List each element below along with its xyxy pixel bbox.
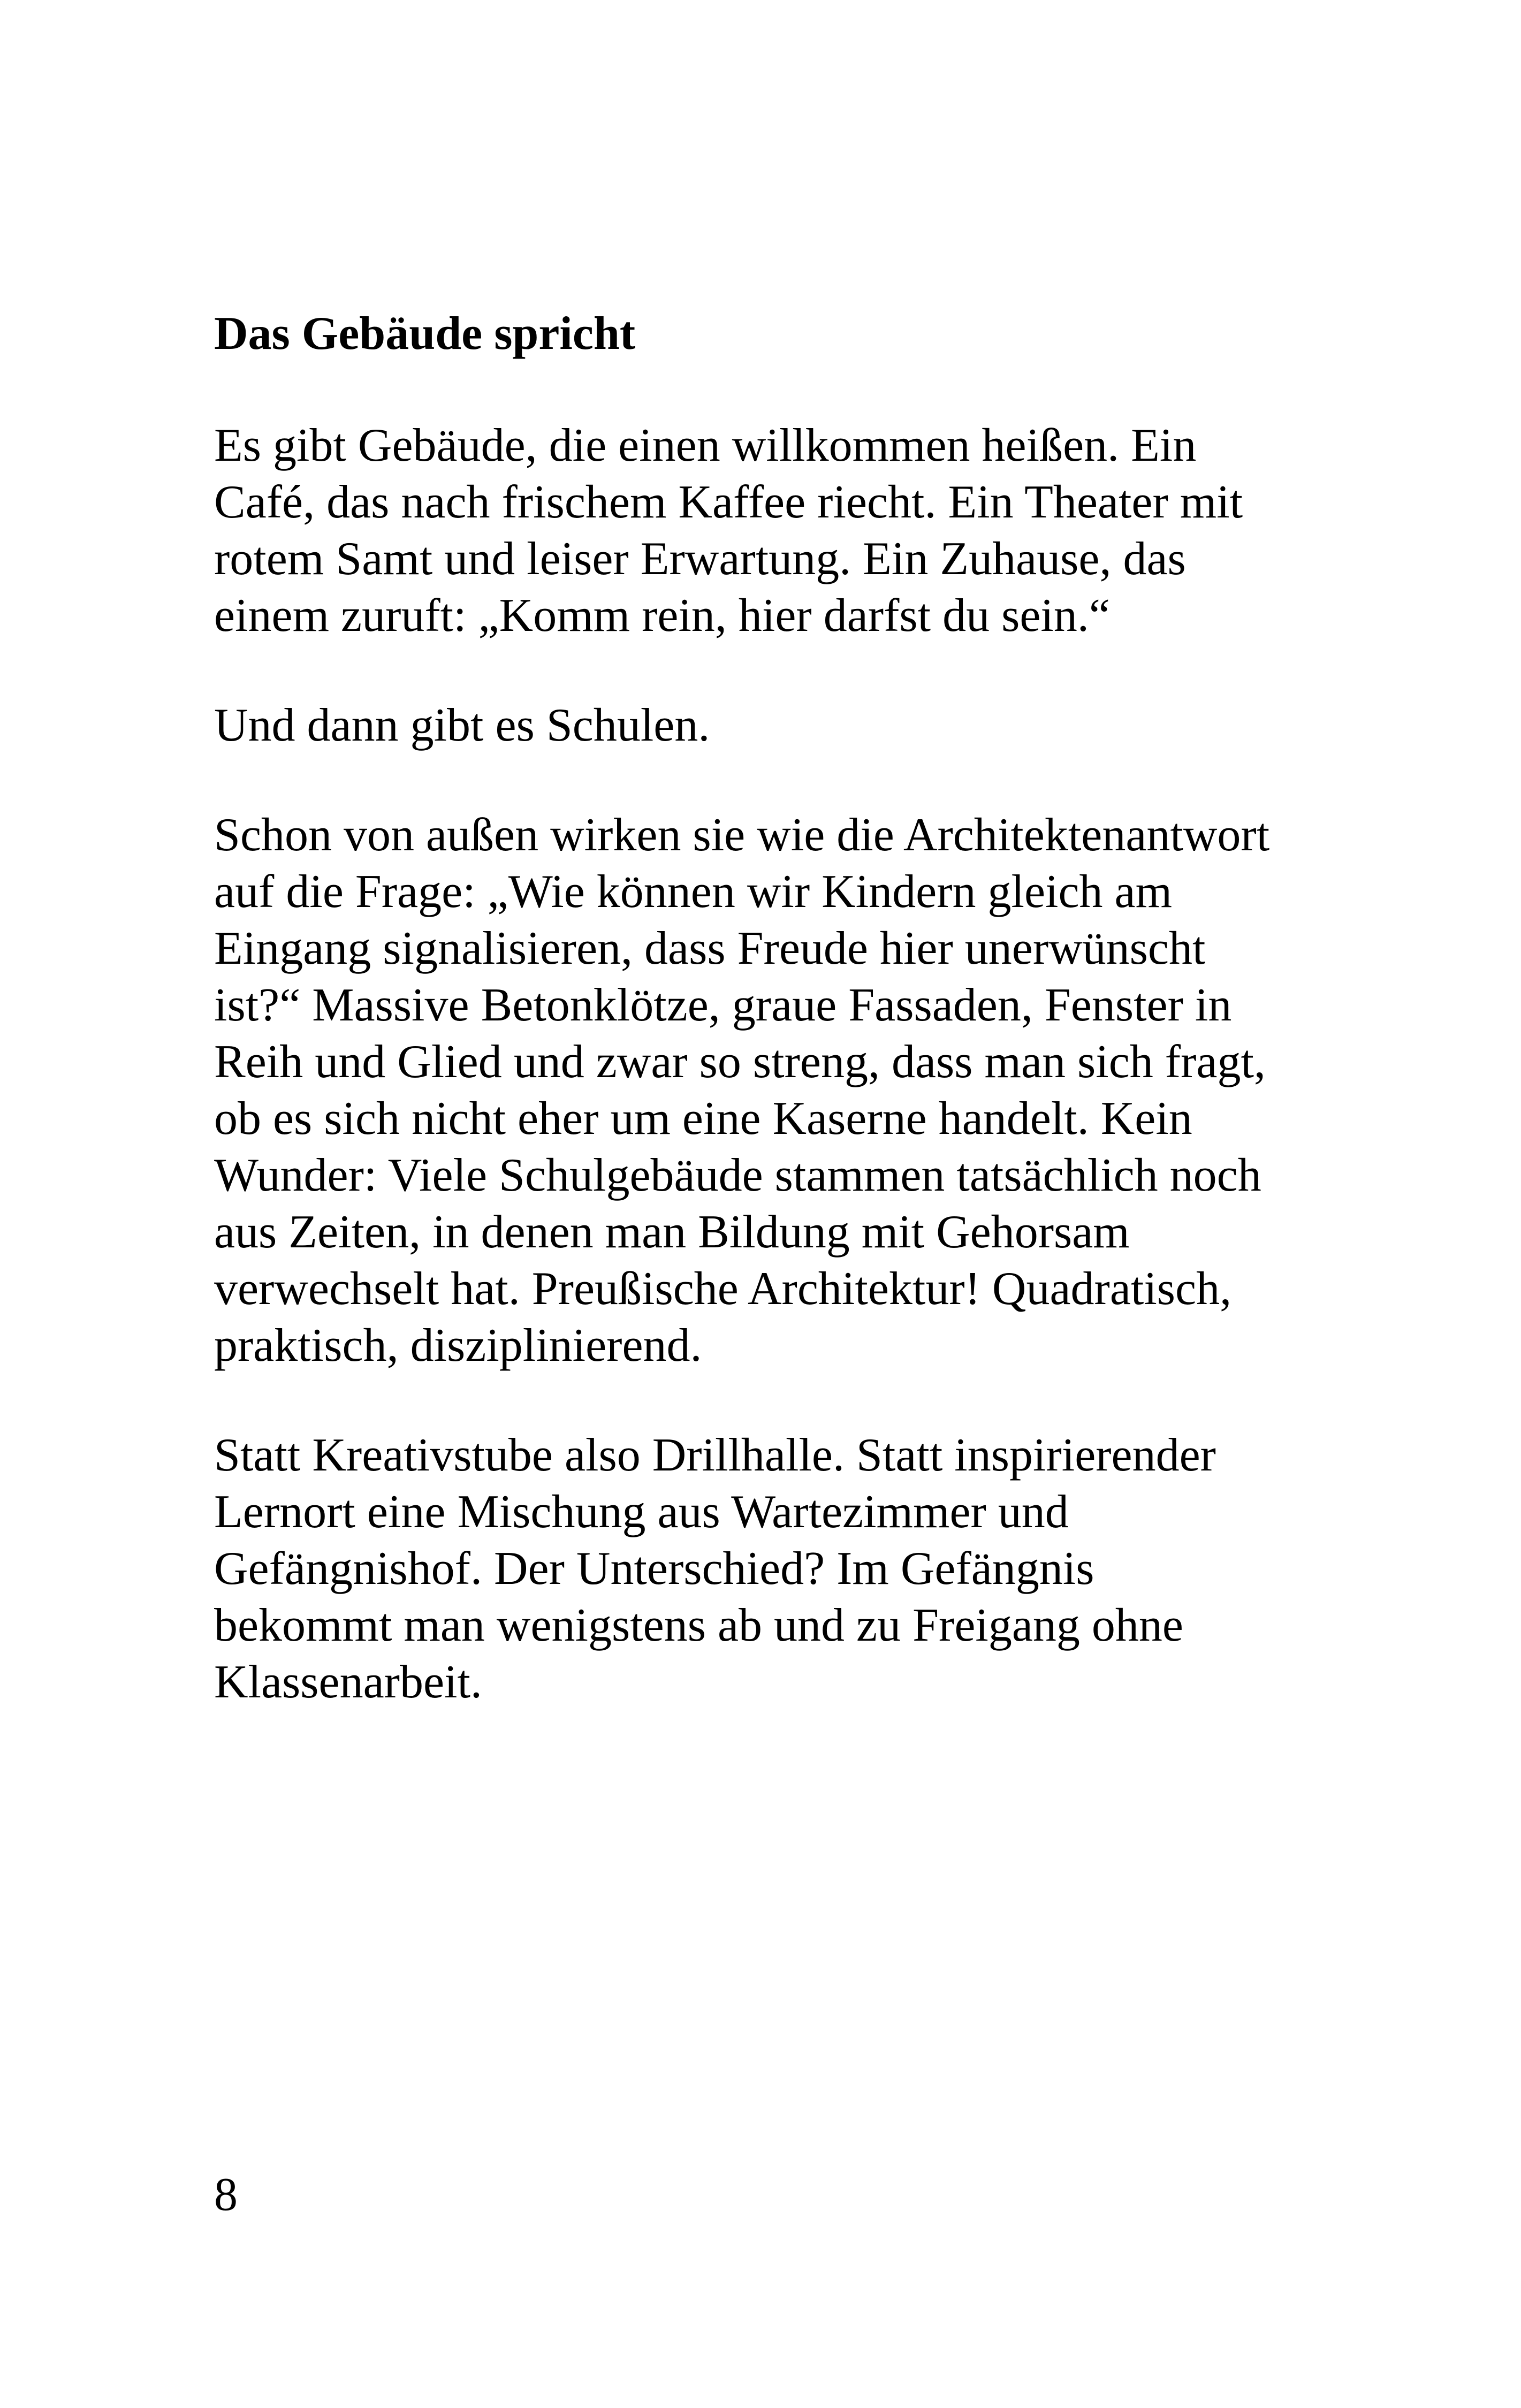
text-line: auf die Frage: „Wie können wir Kindern gleich am: [214, 866, 1173, 918]
text-line: einem zuruft: „Komm rein, hier darfst du sein.“: [214, 590, 1110, 642]
paragraph-3: [214, 807, 1338, 1374]
paragraph-1: [214, 417, 1338, 644]
paragraph-2: [214, 697, 1338, 754]
text-line: Lernort eine Mischung aus Wartezimmer und: [214, 1486, 1069, 1538]
text-line: Gefängnishof. Der Unterschied? Im Gefängnis: [214, 1543, 1094, 1595]
text-line: Und dann gibt es Schulen.: [214, 699, 710, 751]
paragraph-4: [214, 1427, 1338, 1711]
text-line: ist?“ Massive Betonklötze, graue Fassaden, Fenster in: [214, 979, 1232, 1031]
page-body: [214, 307, 1338, 1764]
text-line: Klassenarbeit.: [214, 1656, 482, 1708]
text-line: Eingang signalisieren, dass Freude hier unerwünscht: [214, 923, 1206, 974]
text-line: aus Zeiten, in denen man Bildung mit Gehorsam: [214, 1206, 1130, 1258]
text-line: Café, das nach frischem Kaffee riecht. Ein Theater mit: [214, 476, 1243, 528]
text-line: verwechselt hat. Preußische Architektur! Quadratisch,: [214, 1263, 1232, 1315]
chapter-title: Das Gebäude spricht: [214, 308, 636, 360]
page-number: 8: [214, 2169, 238, 2221]
text-line: Schon von außen wirken sie wie die Architektenantwort: [214, 809, 1270, 861]
text-line: Reih und Glied und zwar so streng, dass man sich fragt,: [214, 1036, 1266, 1088]
text-line: rotem Samt und leiser Erwartung. Ein Zuhause, das: [214, 533, 1186, 585]
text-line: praktisch, disziplinierend.: [214, 1320, 702, 1371]
text-line: bekommt man wenigstens ab und zu Freigang ohne: [214, 1599, 1183, 1651]
text-line: Statt Kreativstube also Drillhalle. Statt inspirierender: [214, 1429, 1216, 1481]
text-line: Wunder: Viele Schulgebäude stammen tatsächlich noch: [214, 1149, 1261, 1201]
text-line: Es gibt Gebäude, die einen willkommen heißen. Ein: [214, 420, 1197, 471]
text-line: ob es sich nicht eher um eine Kaserne handelt. Kein: [214, 1093, 1192, 1145]
